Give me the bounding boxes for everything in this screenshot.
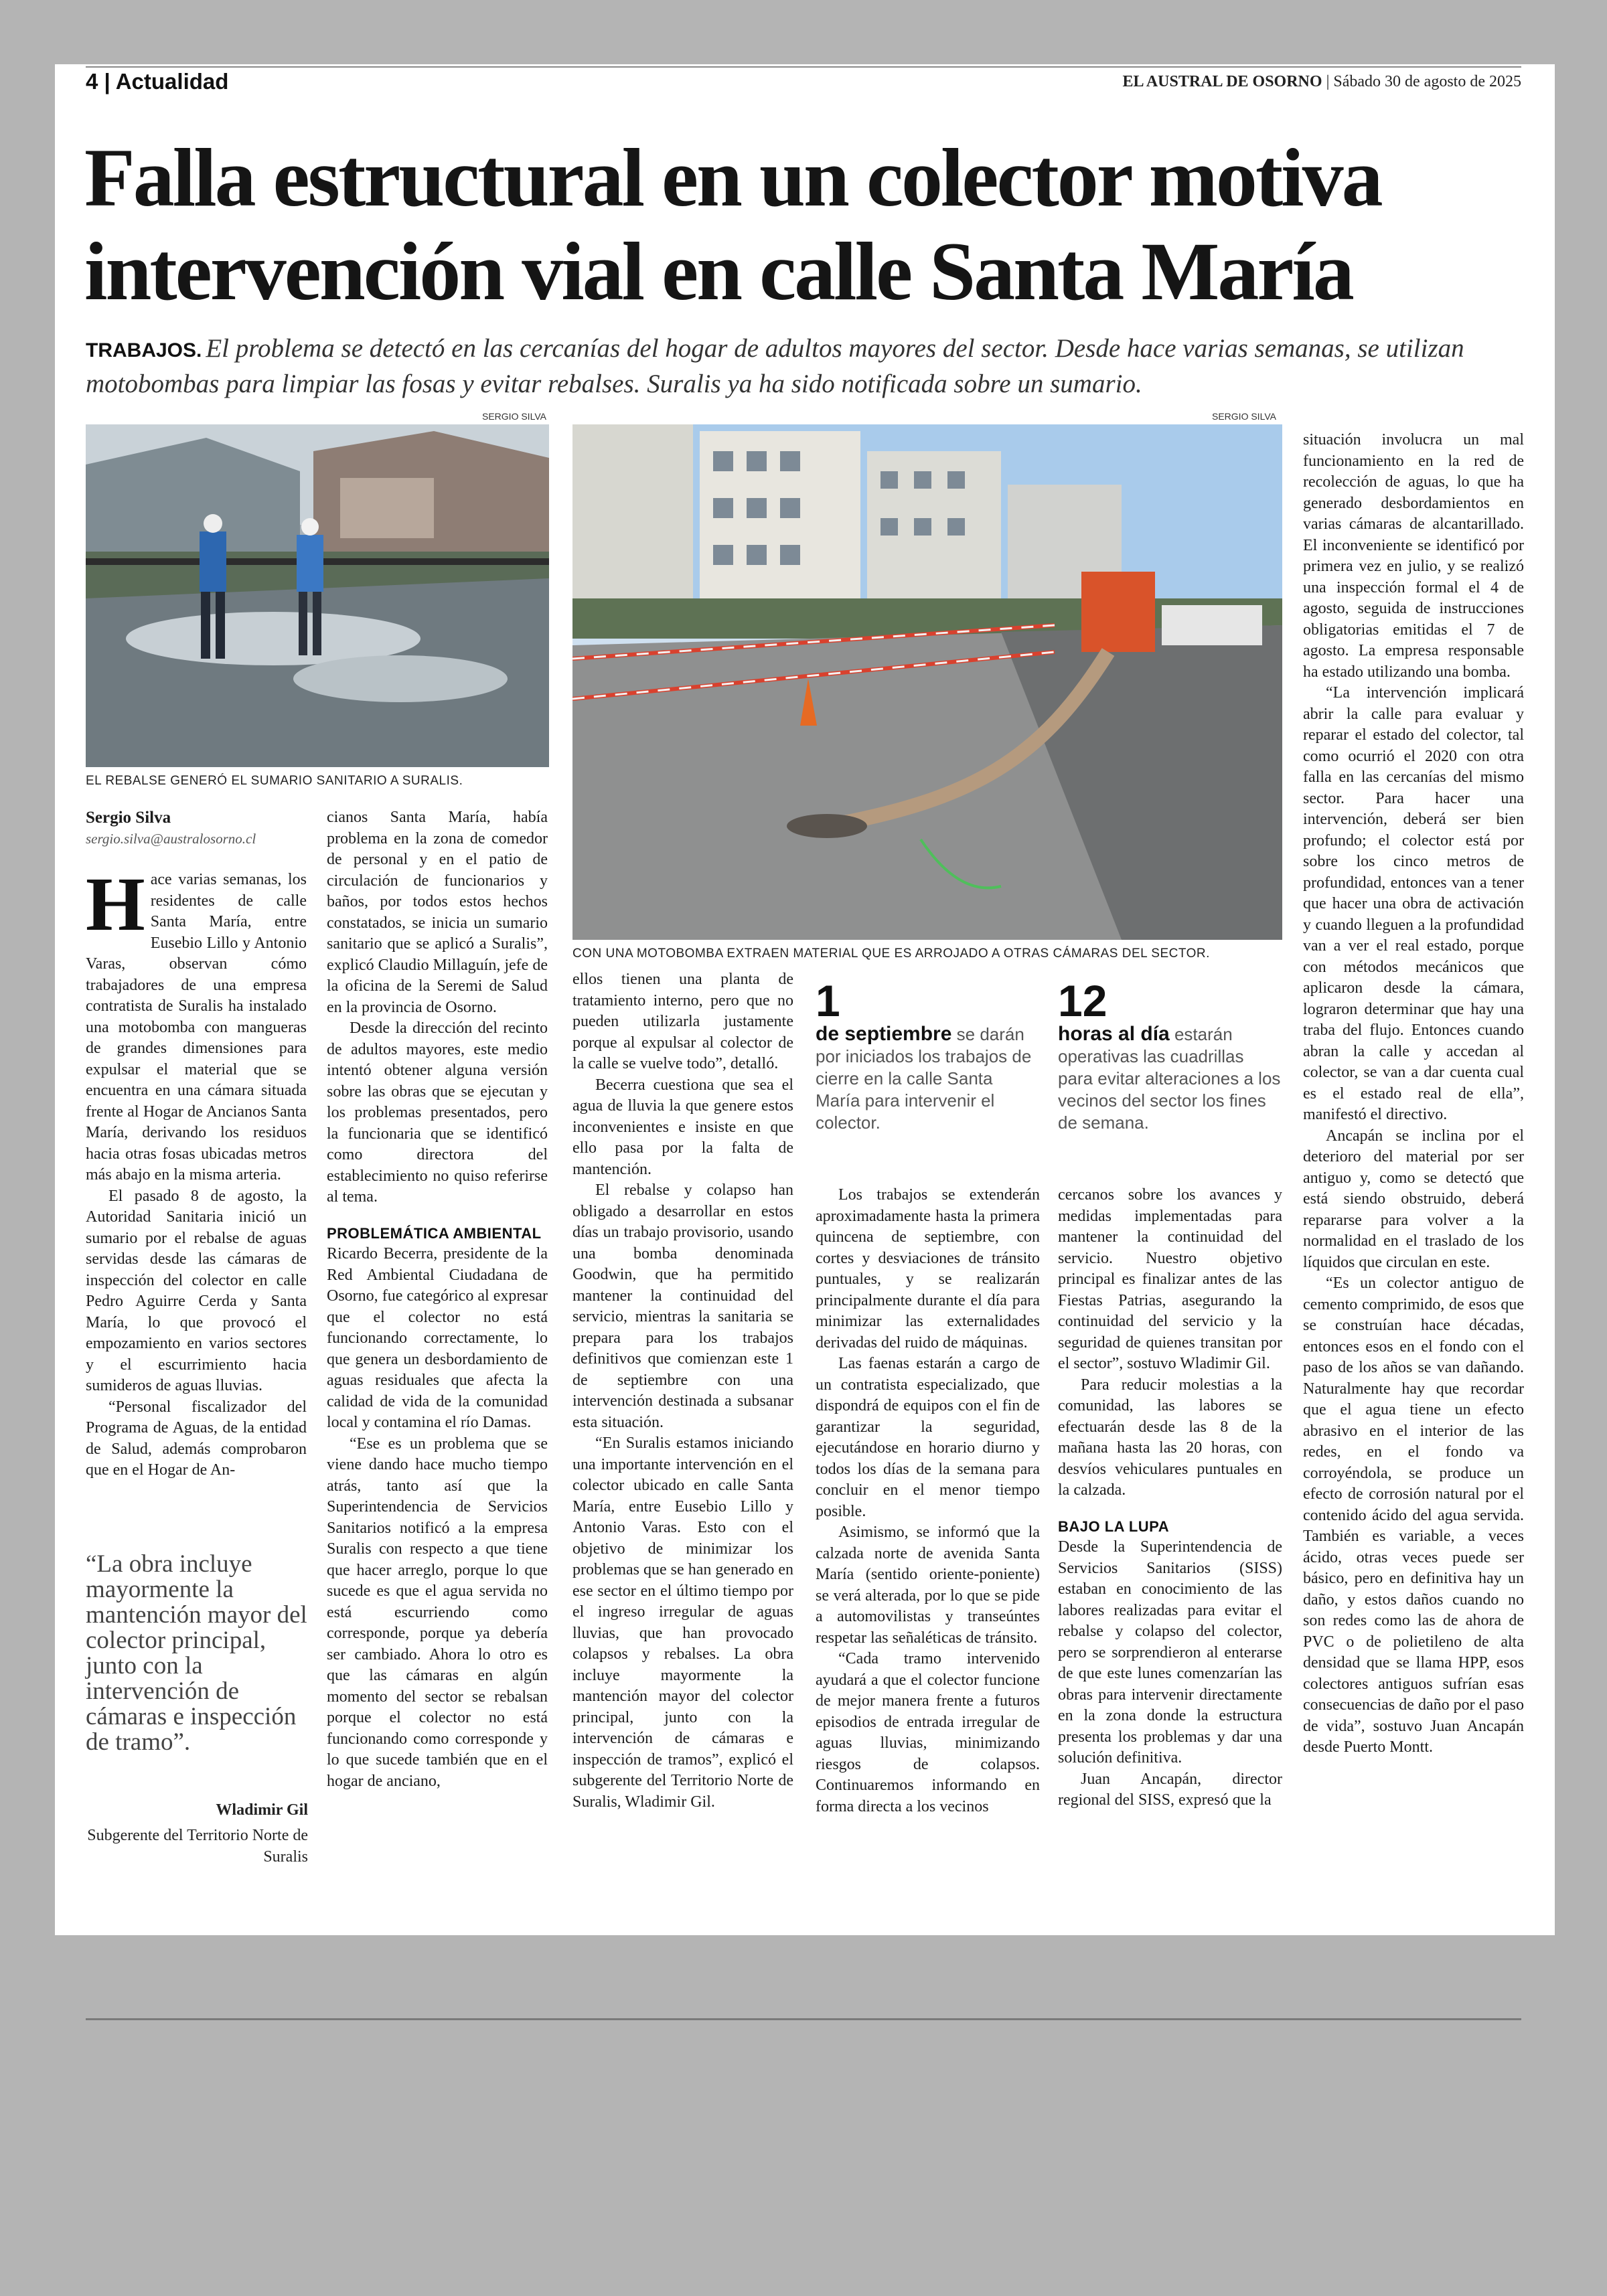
pull-quote-name: Wladimir Gil <box>216 1801 308 1819</box>
paragraph: Los trabajos se extenderán aproximadamente hasta la primera quincena de septiembre, con cortes y desviaciones de tránsito puntuales, y se realizarán principalmente durante el día para minimizar las externalidades derivadas del ruido de máquinas. <box>816 1186 1040 1351</box>
paragraph: Para reducir molestias a la comunidad, las labores se efectuarán desde las 8 de la mañana hasta las 20 horas, con desvíos vehiculares puntuales en la calzada. <box>1058 1376 1282 1499</box>
subhead-bajo-la-lupa: BAJO LA LUPA <box>1058 1518 1170 1535</box>
paragraph: Becerra cuestiona que sea el agua de lluvia la que genere estos inconvenientes e insiste en que ello pasa por la falta de mantención. <box>572 1076 793 1178</box>
paragraph: Desde la Superintendencia de Servicios Sanitarios (SISS) estaban en conocimiento de las labores realizadas para evitar el rebalse y colapso del colector, pero se sorprendieron al enterarse de que este lunes comenzarían las obras para intervenir directamente en la zona donde la estructura presenta los problemas y dar una solución definitiva. <box>1058 1538 1282 1767</box>
paragraph: “Es un colector antiguo de cemento comprimido, de esos que se construían hace décadas, entonces esos en el fondo con el paso de los años se van dañando. Naturalmente hay que recordar que el agua tiene un efecto abrasivo en el interior de las redes, en el fondo va corroyéndola, se produce un efecto de corrosión natural por el contenido ácido del agua servida. También es variable, a veces ácido, otras veces puede ser básico, pero en definitiva hay un daño, y estos daños cuando no son redes como las de ahora de PVC o de polietileno de alta densidad que se llama HPP, esos colectores antiguos sufrían esas consecuencias de daño por el paso de vida”, sostuvo Juan Ancapán desde Puerto Montt. <box>1303 1275 1524 1756</box>
article-col-6 <box>1303 430 1524 1758</box>
article-col-4 <box>816 1185 1040 1817</box>
paragraph: situación involucra un mal funcionamiento en la red de recolección de aguas, lo que ha generado desbordamientos en varias cámaras de alcantarillado. El inconveniente se identificó por primera vez en julio, y se realizó una inspección formal el 4 de agosto, seguida de instrucciones obligatorias emitidas el 7 de agosto. La empresa responsable ha estado utilizando una bomba. <box>1303 431 1524 681</box>
paragraph: “Personal fiscalizador del Programa de Aguas, de la entidad de Salud, además comprobaron que en el Hogar de An- <box>86 1398 307 1479</box>
article-col-5 <box>1058 1185 1282 1811</box>
deck-kicker: TRABAJOS. <box>86 339 202 361</box>
paragraph: El rebalse y colapso han obligado a desarrollar en estos días un trabajo provisorio, usando una bomba denominada Goodwin, que ha permitido mantener la continuidad del servicio, mientras la sanitaria se prepara para los trabajos definitivos que comienzan este 1 de septiembre con una intervención destinada a subsanar esta situación. <box>572 1181 793 1431</box>
pull-quote-role: Subgerente del Territorio Norte de Suralis <box>87 1827 308 1866</box>
headline: Falla estructural en un colector motiva intervención vial en calle Santa María <box>84 132 1381 317</box>
fact-text: estarán operativas las cuadrillas para evitar alteraciones a los vecinos del sector los fines de semana. <box>1058 1024 1281 1133</box>
paragraph: Asimismo, se informó que la calzada norte de avenida Santa María (sentido oriente-poniente) se verá alterada, por lo que se pide a automovilistas y transeúntes respetar las señaléticas de tránsito. <box>816 1524 1040 1647</box>
paragraph: “En Suralis estamos iniciando una importante intervención en el colector ubicado en calle Santa María, entre Eusebio Lillo y Antonio Varas. Esto con el objetivo de minimizar los problemas que se han generado en ese sector en el último tiempo por el ingreso irregular de aguas lluvias, que han provocado colapsos y rebalses. La obra incluye mayormente la mantención mayor del colector principal, junto con la intervención de cámaras e inspección de tramos”, explicó el subgerente del Territorio Norte de Suralis, Wladimir Gil. <box>572 1434 793 1811</box>
paragraph: Ricardo Becerra, presidente de la Red Ambiental Ciudadana de Osorno, fue categórico al expresar que el colector no está funcionando correctamente, lo que genera un desbordamiento de aguas residuales que afecta la calidad de vida de la comunidad local y contamina el río Damas. <box>327 1245 548 1431</box>
photo-credit-main: SERGIO SILVA <box>1212 411 1276 422</box>
pull-quote-text: “La obra incluye mayormente la mantención mayor del colector principal, junto con la intervención de cámaras e inspección de tramo”. <box>86 1550 307 1756</box>
paragraph: Las faenas estarán a cargo de un contratista especializado, que dispondrá de equipos con el fin de garantizar la seguridad, ejecutándose en horario diurno y todos los días de la semana para concluir en el menor tiempo posible. <box>816 1355 1040 1520</box>
paragraph: Desde la dirección del recinto de adultos mayores, este medio intentó obtener alguna versión sobre las obras que se ejecutan y los problemas presentados, pero la funcionaria que se identificó como directora del establecimiento no quiso referirse al tema. <box>327 1019 548 1206</box>
fact-number: 12 <box>1058 976 1107 1026</box>
paragraph: ellos tienen una planta de tratamiento interno, pero que no pueden utilizarla justamente porque al expulsar al colector de la calle se vuelve todo”, detalló. <box>572 971 793 1072</box>
byline-email: sergio.silva@australosorno.cl <box>86 830 256 847</box>
byline-name: Sergio Silva <box>86 809 171 827</box>
fact-number: 1 <box>816 976 840 1026</box>
paragraph: “La intervención implicará abrir la calle para evaluar y reparar el estado del colector, tal como ocurrió el 2020 con otra falla en las cercanías del mismo sector. Para hacer una intervención, deberá ser bien profundo; el colector está por sobre los cinco metros de profundidad, entonces van a tener que hacer una obra de activación y cuando lleguen a la profundidad van a ver el real estado, porque con métodos mecánicos que aplicaron desde la cámara, lograron determinar que hay una traba del flujo. Entonces cuando abran la calle y accedan al colector, se van a dar cuenta cual es el estado real de ella”, manifestó el directivo. <box>1303 684 1524 1123</box>
fact-box-2 <box>1058 976 1282 1134</box>
paragraph: Ancapán se inclina por el deterioro del material por ser antiguo y, como se detectó que está siendo obstruido, deberá repararse para volver a la normalidad en el traslado de los líquidos que circulan en este. <box>1303 1127 1524 1271</box>
deck-text: El problema se detectó en las cercanías del hogar de adultos mayores del sector. Desde hace varias semanas, se utilizan motobombas para limpiar las fosas y evitar rebalses. Suralis ya ha sido notificada sobre un sumario. <box>86 334 1464 398</box>
article-col-1 <box>86 807 307 1481</box>
paragraph: cercanos sobre los avances y medidas implementadas para mantener la continuidad del servicio. Nuestro objetivo principal es finalizar antes de las Fiestas Patrias, asegurando la continuidad del servicio y la seguridad de quienes transitan por el sector”, sostuvo Wladimir Gil. <box>1058 1186 1282 1372</box>
pull-quote <box>86 1550 308 1866</box>
paragraph: cianos Santa María, había problema en la zona de comedor de personal y en el patio de circulación de funcionarios y baños, por todos estos hechos constatados, se inicia un sumario sanitario que se aplicó a Suralis”, explicó Claudio Millaguín, jefe de la oficina de la Seremi de Salud en la provincia de Osorno. <box>327 809 548 1016</box>
byline <box>86 807 307 849</box>
fact-box-1 <box>816 976 1040 1134</box>
paragraph: ace varias semanas, los residentes de calle Santa María, entre Eusebio Lillo y Antonio Varas, observan cómo trabajadores de una empresa contratista de Suralis ha instalado una motobomba con mangueras de grandes dimensiones para expulsar el material que se encuentra en una cámara situada frente al Hogar de Ancianos Santa María, derivando los residuos hacia otras fosas ubicadas metros más abajo en la misma arteria. <box>86 871 307 1183</box>
bottom-rule <box>86 2018 1521 2020</box>
paragraph: “Ese es un problema que se viene dando hace mucho tiempo atrás, tanto así que la Superintendencia de Servicios Sanitarios notificó a la empresa Suralis con respecto a que tiene que hacer arreglo, porque lo que sucede es que el agua servida no está escurriendo como corresponde, porque ya debería ser cambiado. Ahora lo otro es que las cámaras en algún momento del sector se rebalsan porque el colector no está funcionando como corresponde y lo que sucede también que en el hogar de anciano, <box>327 1434 548 1790</box>
photo-motobomba <box>572 424 1282 940</box>
dateline: EL AUSTRAL DE OSORNO | Sábado 30 de agosto de 2025 <box>1122 73 1521 90</box>
fact-label: de septiembre <box>816 1023 952 1045</box>
paragraph: “Cada tramo intervenido ayudará a que el colector funcione de mejor manera frente a futuros episodios de entrada irregular de aguas lluvias, minimizando riesgos de colapsos. Continuaremos informando en forma directa a los vecinos <box>816 1650 1040 1815</box>
fact-text: se darán por iniciados los trabajos de cierre en la calle Santa María para intervenir el colector. <box>816 1024 1032 1133</box>
dropcap: H <box>86 862 145 947</box>
photo-credit-left: SERGIO SILVA <box>482 411 546 422</box>
caption-left: EL REBALSE GENERÓ EL SUMARIO SANITARIO A SURALIS. <box>86 774 463 788</box>
section-label: 4 | Actualidad <box>86 69 229 94</box>
paragraph: Juan Ancapán, director regional del SISS, expresó que la <box>1058 1770 1282 1809</box>
caption-main: CON UNA MOTOBOMBA EXTRAEN MATERIAL QUE ES ARROJADO A OTRAS CÁMARAS DEL SECTOR. <box>572 947 1210 961</box>
page-header <box>86 69 1521 97</box>
top-rule <box>86 66 1521 68</box>
photo-rebalse <box>86 424 549 767</box>
deck <box>86 332 1505 401</box>
article-col-2 <box>327 807 548 1792</box>
article-col-3 <box>572 969 793 1813</box>
fact-label: horas al día <box>1058 1023 1170 1045</box>
subhead-problematica: PROBLEMÁTICA AMBIENTAL <box>327 1224 542 1242</box>
paragraph: El pasado 8 de agosto, la Autoridad Sanitaria inició un sumario por el rebalse de aguas servidas desde las cámaras de inspección del colector en calle Pedro Aguirre Cerda y Santa María, lo que provocó el empozamiento en varios sectores y el escurrimiento hacia sumideros de aguas lluvias. <box>86 1187 307 1394</box>
